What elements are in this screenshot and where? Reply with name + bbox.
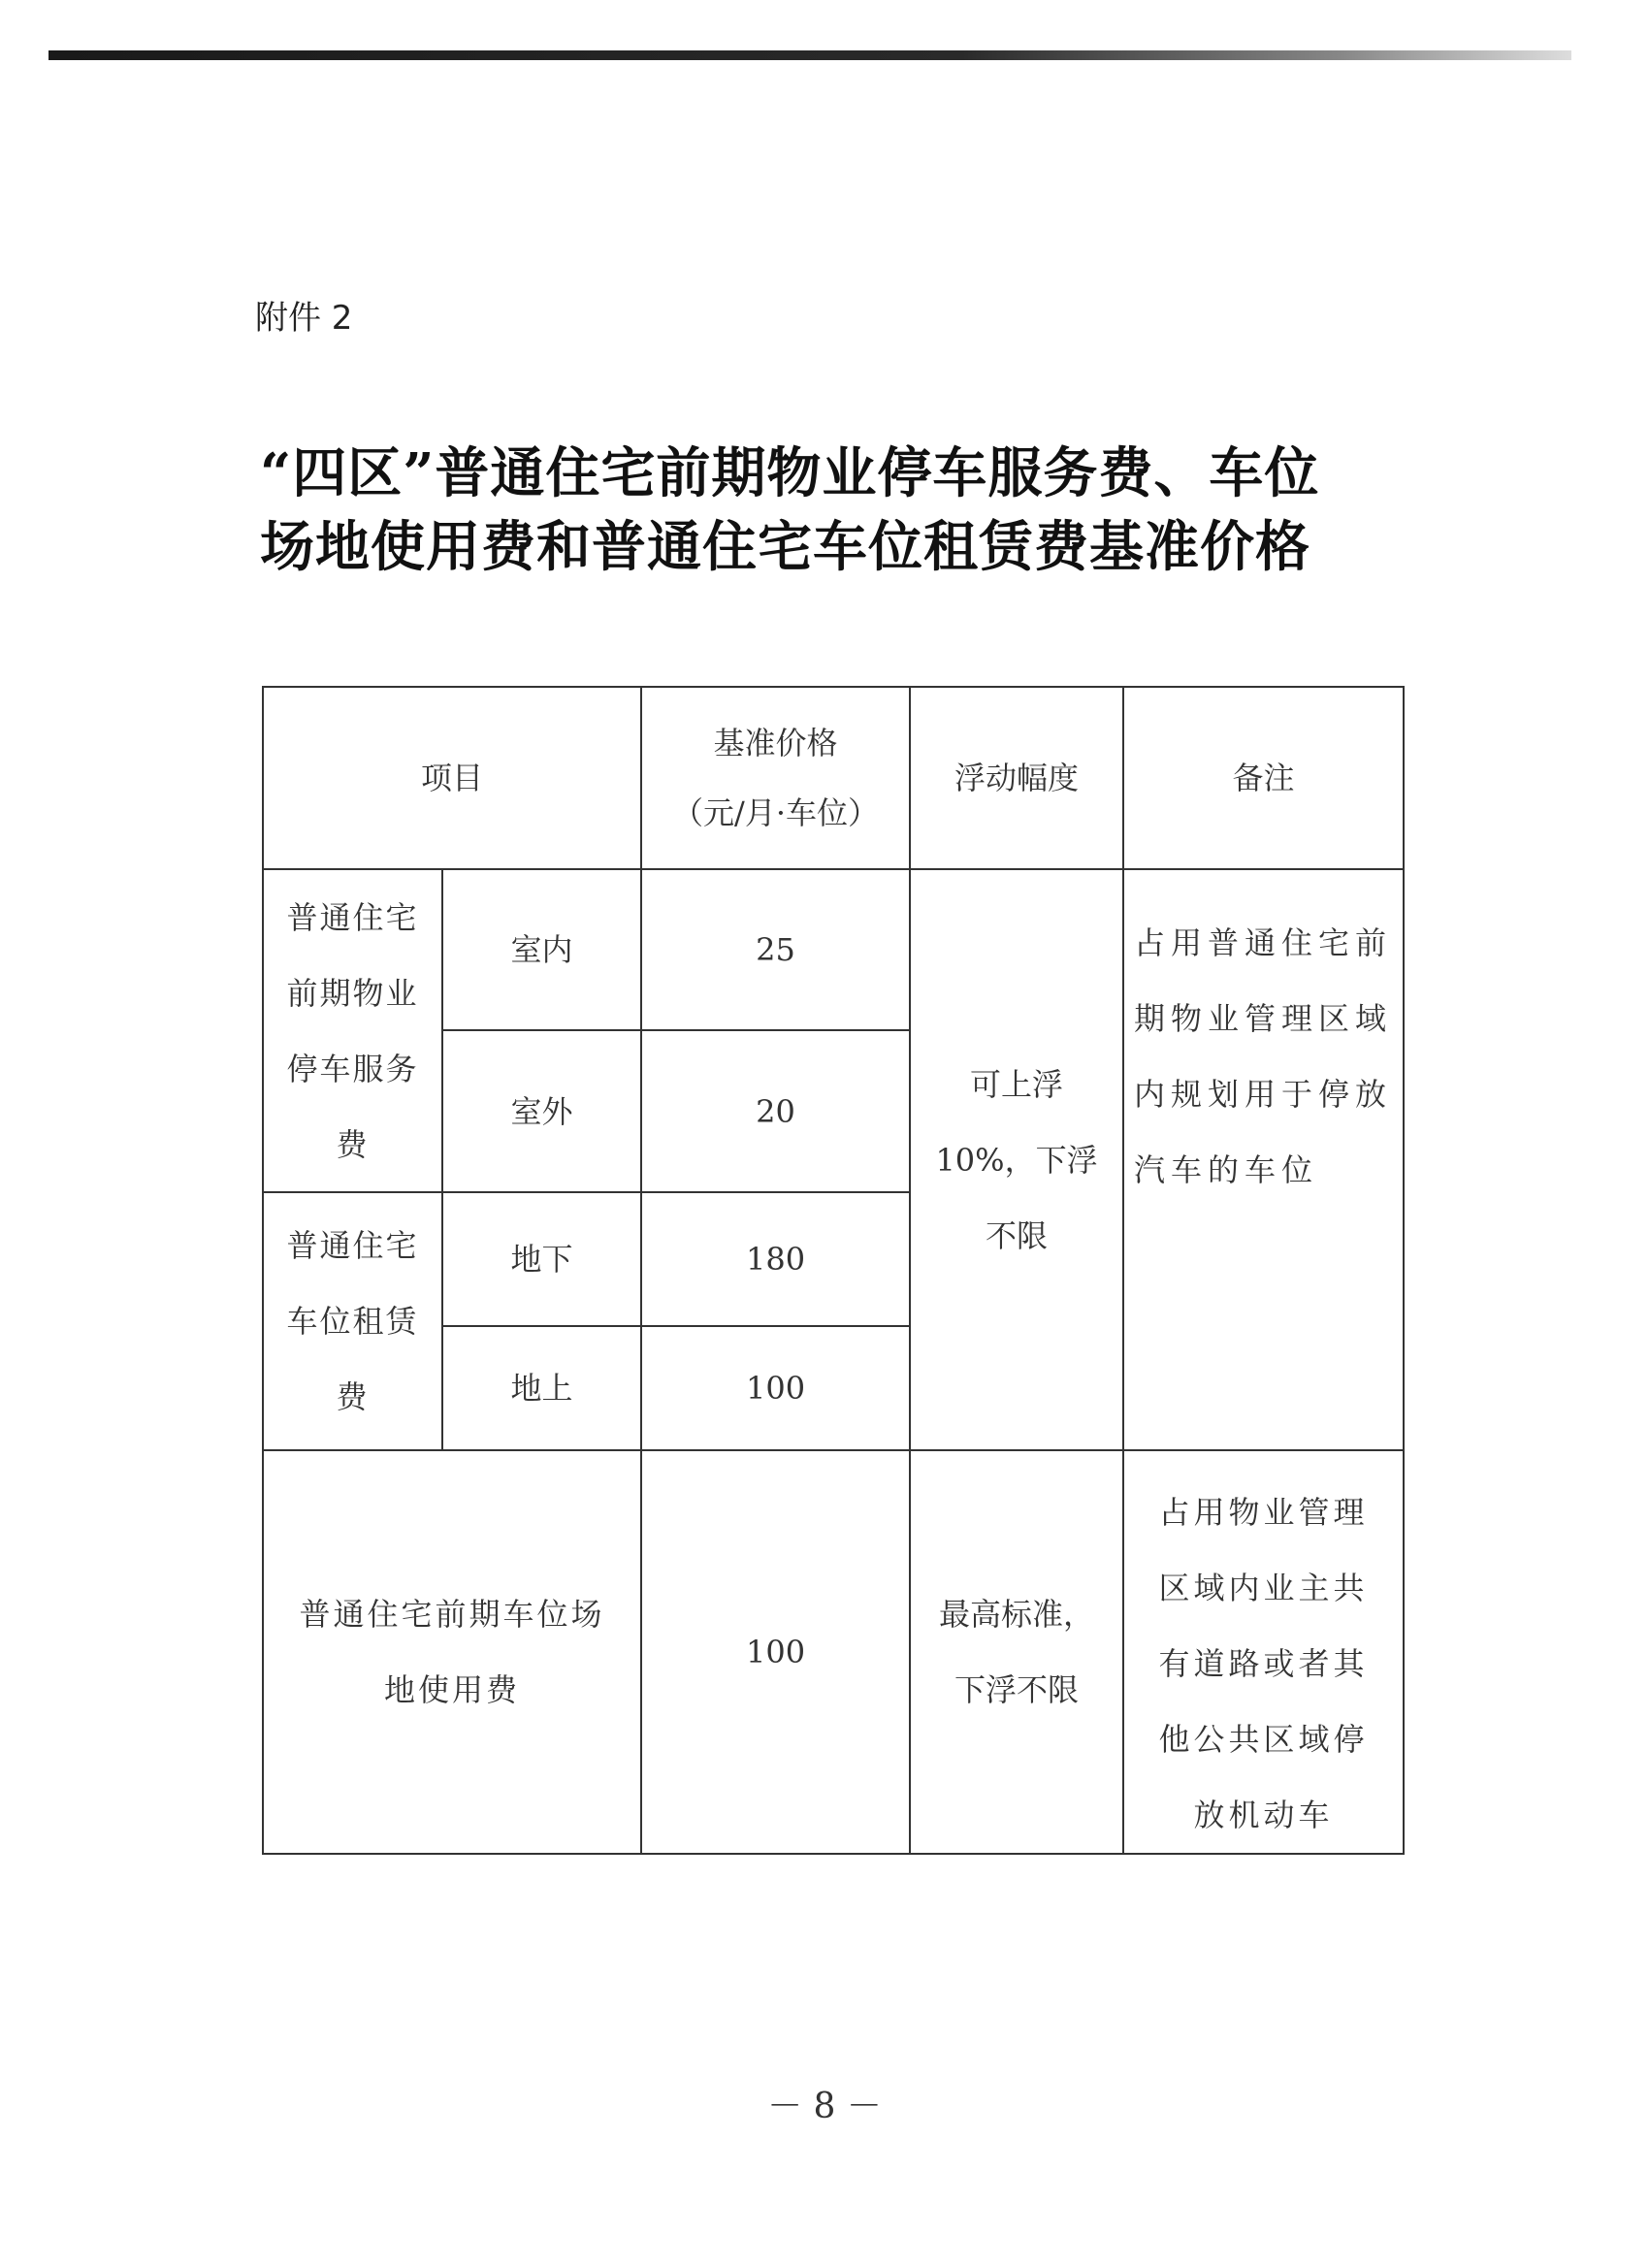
header-base-price-line1: 基准价格 (713, 725, 838, 761)
category-parking-service: 普通住宅前期物业停车服务费 (263, 869, 442, 1192)
scan-edge-bar (48, 50, 1571, 60)
price-site-usage: 100 (641, 1450, 910, 1854)
category-site-usage: 普通住宅前期车位场地使用费 (263, 1450, 641, 1854)
price-outdoor: 20 (641, 1030, 910, 1192)
table-row (263, 869, 1404, 1030)
sub-item-outdoor: 室外 (442, 1030, 641, 1192)
price-underground: 180 (641, 1192, 910, 1326)
table-row (263, 1450, 1404, 1854)
sub-item-underground: 地下 (442, 1192, 641, 1326)
remark-site-usage: 占用物业管理区域内业主共有道路或者其他公共区域停放机动车 (1123, 1450, 1404, 1854)
page-number: － 8 － (767, 2087, 882, 2126)
sub-item-aboveground: 地上 (442, 1326, 641, 1450)
header-item: 项目 (263, 687, 641, 869)
header-base-price-unit: （元/月·车位） (672, 794, 879, 831)
float-site-usage: 最高标准，下浮不限 (910, 1450, 1123, 1854)
document-title (260, 437, 1405, 584)
category-rental: 普通住宅车位租赁费 (263, 1192, 442, 1450)
price-aboveground: 100 (641, 1326, 910, 1450)
title-line-2: 场地使用费和普通住宅车位租赁费基准价格 (260, 515, 1310, 579)
header-remarks: 备注 (1123, 687, 1404, 869)
remark-shared: 占用普通住宅前期物业管理区域内规划用于停放汽车的车位 (1123, 869, 1404, 1450)
price-table (262, 686, 1405, 1855)
sub-item-indoor: 室内 (442, 869, 641, 1030)
title-line-1: “四区”普通住宅前期物业停车服务费、车位 (260, 441, 1320, 505)
price-indoor: 25 (641, 869, 910, 1030)
header-base-price (641, 687, 910, 869)
float-shared: 可上浮10%，下浮不限 (910, 869, 1123, 1450)
header-float-range: 浮动幅度 (910, 687, 1123, 869)
table-header-row (263, 687, 1404, 869)
attachment-label: 附件 2 (255, 299, 353, 338)
